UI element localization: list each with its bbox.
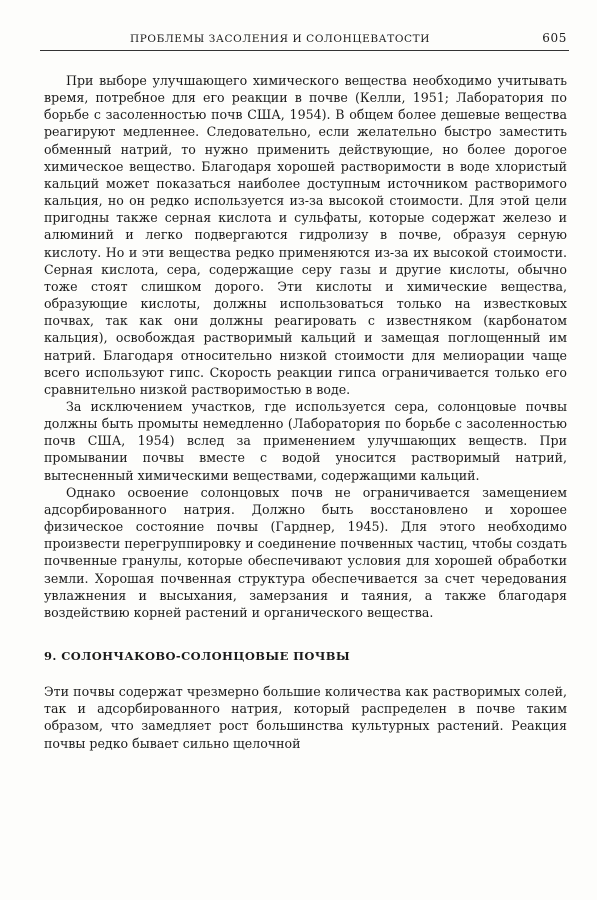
paragraph-soil-structure: Однако освоение солонцовых почв не ограничивается замещением адсорбированного натрия. Должно быть восстановлено и хорошее физическое состояние почвы (Гарднер, 1945). Для этого необходимо произвести перегруппировку и соединение почвенных частиц, чтобы создать почвенные гранулы, которые обеспечивают условия для хорошей обработки земли. Хорошая почвенная структура обеспечивается за счет чередования увлажнения и высыхания, замерзания и таяния, а также благодаря воздействию корней растений и органического вещества.: [44, 484, 567, 620]
paragraph-leaching: За исключением участков, где используется сера, солонцовые почвы должны быть промыты немедленно (Лаборатория по борьбе с засоленностью почв США, 1954) вслед за применением улучшающих веществ. При промывании почвы вместе с водой уносится растворимый натрий, вытесненный химическими веществами, содержащими кальций.: [44, 398, 567, 483]
paragraph-chemical-choice: При выборе улучшающего химического вещества необходимо учитывать время, потребное для его реакции в почве (Келли, 1951; Лаборатория по борьбе с засоленностью почв США, 1954). В общем более дешевые вещества реагируют медленнее. Следовательно, если желательно быстро заместить обменный натрий, то нужно применить действующие, но более дорогое химическое вещество. Благодаря хорошей растворимости в воде хлористый кальций может показаться наиболее доступным источником растворимого кальция, но он редко используется из-за высокой стоимости. Для этой цели пригодны также серная кислота и сульфаты, которые содержат железо и алюминий и легко подвергаются гидролизу в почве, образуя серную кислоту. Но и эти вещества редко применяются из-за их высокой стоимости. Серная кислота, сера, содержащие серу газы и другие кислоты, обычно тоже стоят слишком дорого. Эти кислоты и химические вещества, образующие кислоты, должны использоваться только на известковых почвах, так как они должны реагировать с известняком (карбонатом кальция), освобождая растворимый кальций и замещая поглощенный им натрий. Благодаря относительно низкой стоимости для мелиорации чаще всего используют гипс. Скорость реакции гипса ограничивается только его сравнительно низкой растворимостью в воде.: [44, 73, 567, 397]
section-heading: 9. СОЛОНЧАКОВО-СОЛОНЦОВЫЕ ПОЧВЫ: [44, 649, 351, 663]
running-header: [40, 30, 569, 51]
running-header-title: ПРОБЛЕМЫ ЗАСОЛЕНИЯ И СОЛОНЦЕВАТОСТИ: [130, 33, 431, 45]
body-text: [44, 72, 567, 752]
page-number: 605: [542, 31, 567, 45]
paragraph-saline-sodic-soils: Эти почвы содержат чрезмерно большие количества как растворимых солей, так и адсорбированного натрия, который распределен в почве таким образом, что замедляет рост большинства культурных растений. Реакция почвы редко бывает сильно щелочной: [44, 684, 567, 751]
